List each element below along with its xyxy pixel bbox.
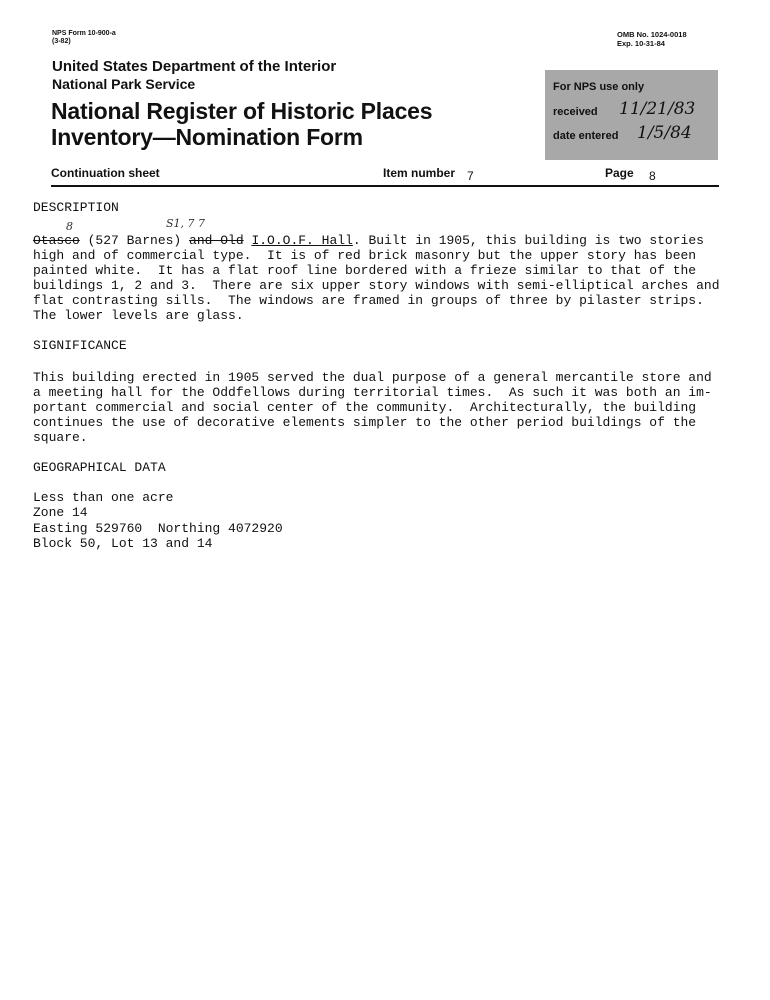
nps-use-only-box (545, 70, 718, 160)
geo-data-line: Zone 14 (33, 505, 88, 520)
received-value: 11/21/83 (619, 99, 696, 119)
significance-line: square. (33, 430, 88, 445)
description-address: (527 Barnes) (79, 233, 190, 248)
description-first-line-rest: . Built in 1905, this building is two stories (352, 233, 704, 248)
description-line: high and of commercial type. It is of red brick masonry but the upper story has been (33, 248, 697, 263)
form-title-line-2: Inventory—Nomination Form (51, 124, 363, 150)
service-name: National Park Service (52, 76, 196, 92)
omb-expiration: Exp. 10-31-84 (617, 39, 665, 48)
omb-info (617, 30, 687, 48)
item-number-label: Item number (383, 166, 456, 180)
item-number-value: 7 (467, 169, 474, 183)
handwritten-correction-2: S1, 7 7 (166, 217, 206, 230)
description-line: flat contrasting sills. The windows are framed in groups of three by pilaster strips. (33, 293, 704, 308)
geo-data-line: Easting 529760 Northing 4072920 (33, 521, 283, 536)
significance-line: portant commercial and social center of the community. Architecturally, the building (33, 400, 697, 415)
description-heading: DESCRIPTION (33, 200, 119, 215)
date-entered-label: date entered (553, 130, 619, 142)
description-first-line (33, 233, 723, 248)
form-identifier (52, 30, 116, 46)
description-line: painted white. It has a flat roof line bordered with a frieze similar to that of the (33, 263, 697, 278)
form-date: (3-82) (52, 38, 71, 45)
geo-data-line: Less than one acre (33, 490, 174, 505)
geo-data-line: Block 50, Lot 13 and 14 (33, 536, 213, 551)
continuation-sheet-label: Continuation sheet (51, 166, 160, 180)
struck-name-otasco: Otasco (33, 233, 80, 248)
building-name: I.O.O.F. Hall (251, 233, 353, 248)
date-entered-value: 1/5/84 (637, 123, 692, 143)
nps-box-heading: For NPS use only (553, 81, 645, 93)
received-label: received (553, 106, 598, 118)
handwritten-correction-1: 8 (66, 220, 73, 233)
page-value: 8 (649, 169, 656, 183)
description-line: The lower levels are glass. (33, 308, 244, 323)
significance-line: a meeting hall for the Oddfellows during territorial times. As such it was both an im- (33, 385, 712, 400)
form-number: NPS Form 10-900-a (52, 30, 116, 37)
form-title-line-1: National Register of Historic Places (51, 98, 433, 124)
page-label: Page (605, 166, 634, 180)
description-line: buildings 1, 2 and 3. There are six upper story windows with semi-elliptical arches and (33, 278, 720, 293)
header-rule (51, 185, 719, 187)
significance-heading: SIGNIFICANCE (33, 338, 127, 353)
significance-line: continues the use of decorative elements simpler to the other period buildings of the (33, 415, 697, 430)
department-name: United States Department of the Interior (52, 58, 337, 75)
omb-number: OMB No. 1024-0018 (617, 30, 687, 39)
struck-and-old: and Old (189, 233, 244, 248)
geographical-data-heading: GEOGRAPHICAL DATA (33, 460, 166, 475)
significance-line: This building erected in 1905 served the dual purpose of a general mercantile store and (33, 370, 712, 385)
